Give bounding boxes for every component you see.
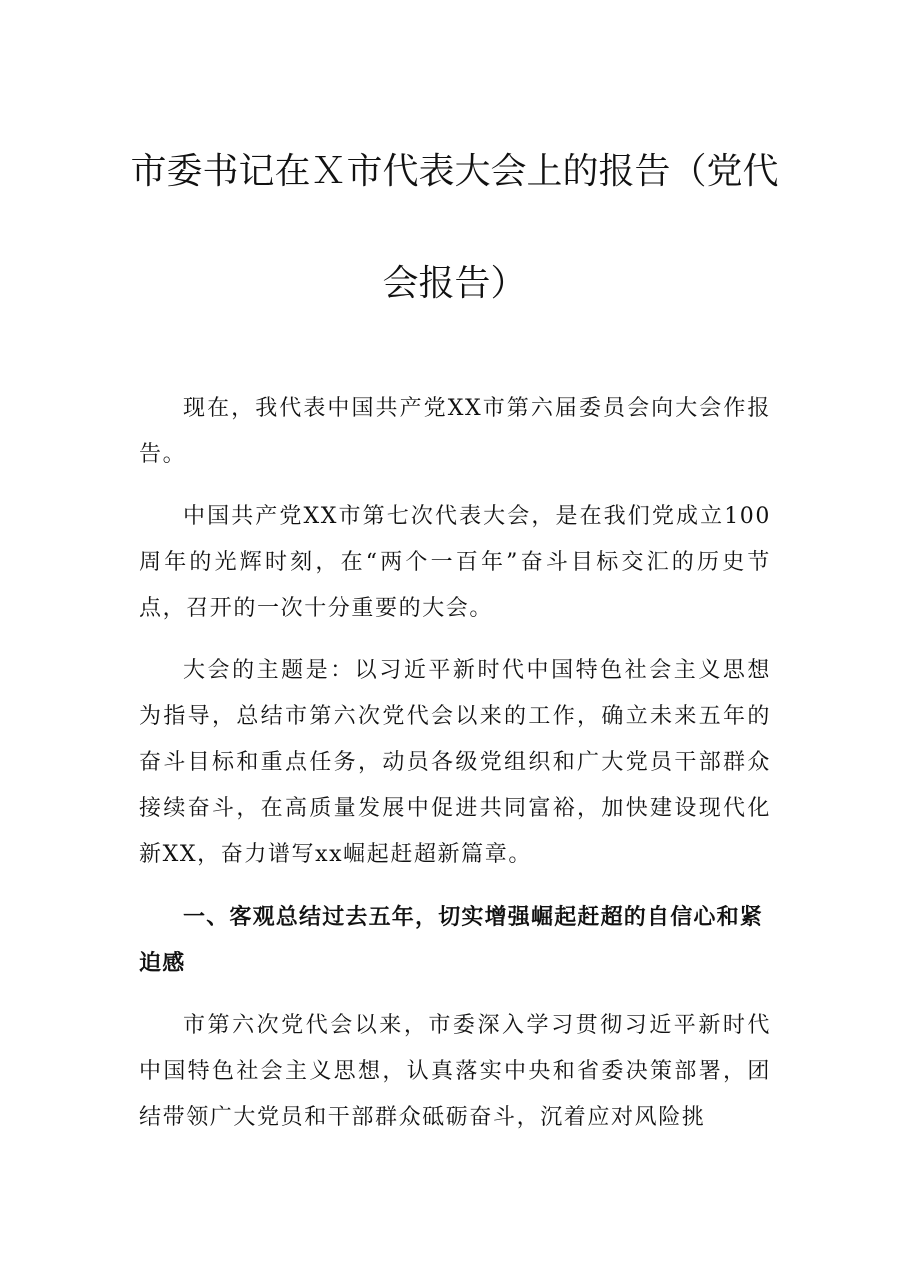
paragraph-1 — [139, 386, 771, 478]
section-heading-1: 一、客观总结过去五年，切实增强崛起赶超的自信心和紧迫感 — [139, 905, 764, 976]
paragraph-2-text: 中国共产党XX市第七次代表大会，是在我们党成立100周年的光辉时刻，在“两个一百年”奋斗目标交汇的历史节点，召开的一次十分重要的大会。 — [139, 504, 771, 621]
paragraph-3-text: 大会的主题是：以习近平新时代中国特色社会主义思想为指导，总结市第六次党代会以来的工作，确立未来五年的奋斗目标和重点任务，动员各级党组织和广大党员干部群众接续奋斗，在高质量发展中促进共同富裕，加快建设现代化新XX，奋力谱写xx崛起赶超新篇章。 — [139, 658, 771, 867]
section-1-paragraph-text: 市第六次党代会以来，市委深入学习贯彻习近平新时代中国特色社会主义思想，认真落实中央和省委决策部署，团结带领广大党员和干部群众砥砺奋斗，沉着应对风险挑 — [139, 1013, 771, 1130]
section-1-paragraph — [139, 1003, 771, 1141]
paragraph-3 — [139, 648, 771, 878]
document-title-line-1: 市委书记在Ｘ市代表大会上的报告（党代 — [130, 151, 779, 192]
document-title-line-2: 会报告） — [382, 263, 527, 304]
paragraph-2 — [139, 494, 771, 632]
paragraph-1-text: 现在，我代表中国共产党XX市第六届委员会向大会作报告。 — [139, 396, 771, 467]
